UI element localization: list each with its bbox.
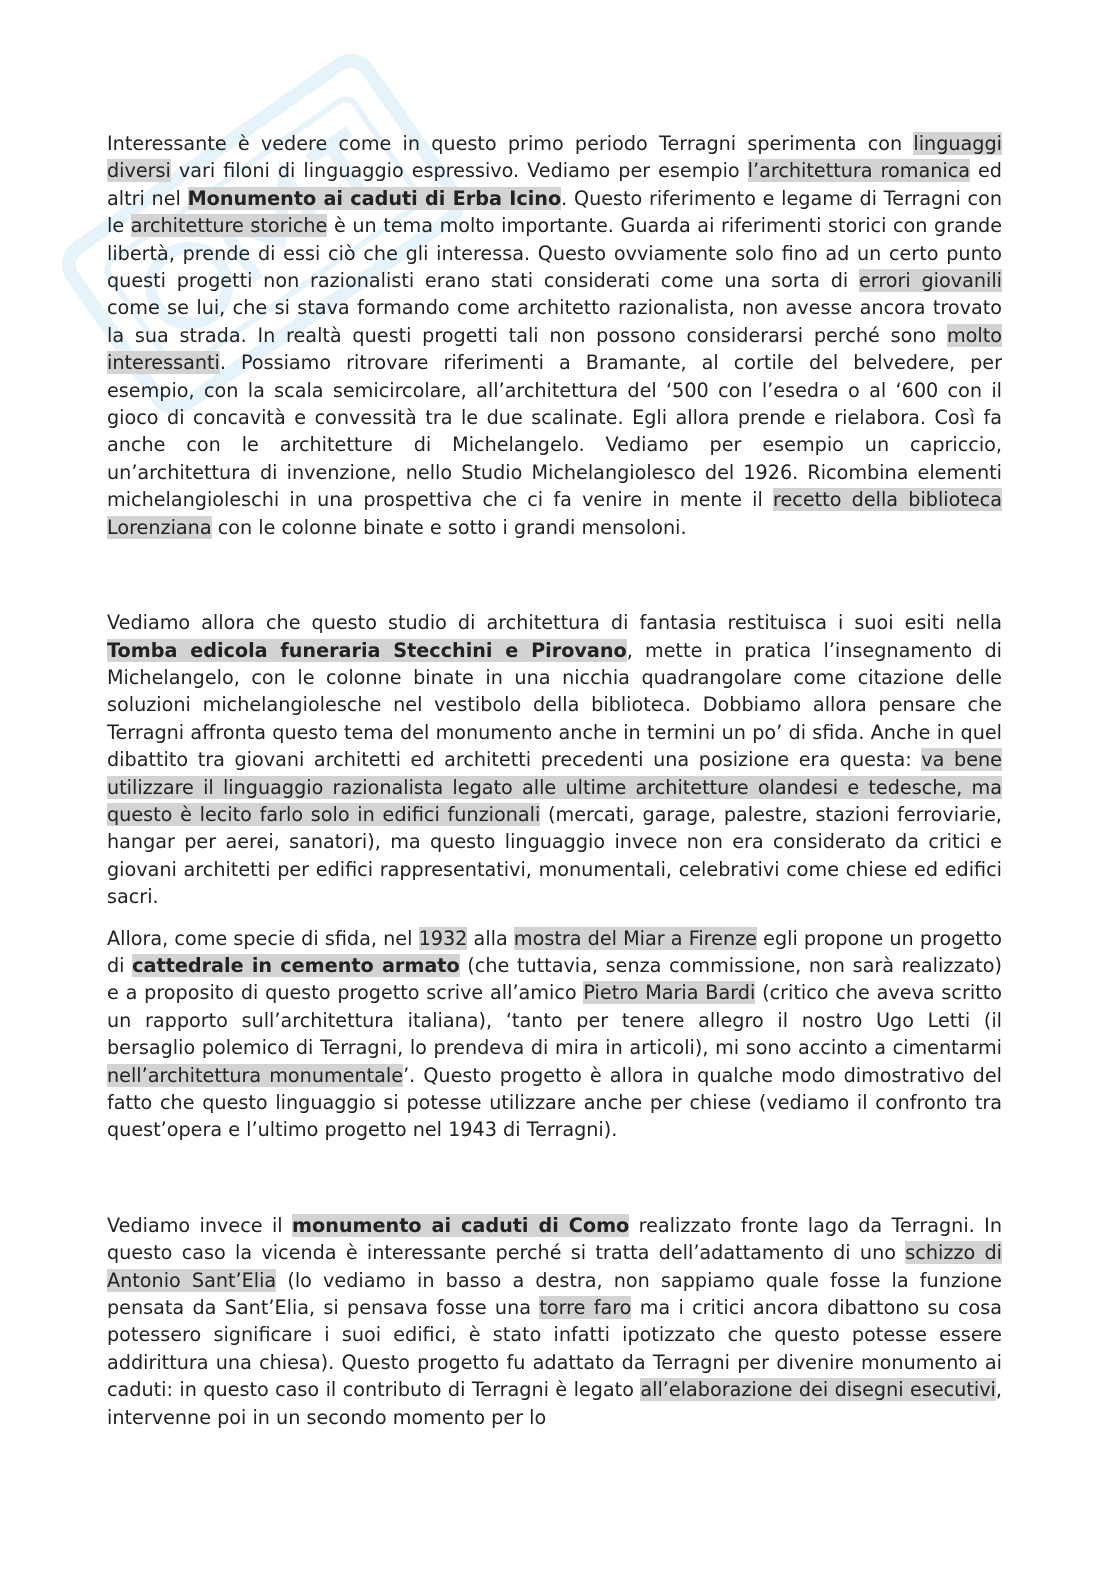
highlight-linguaggi-diversi: linguaggi diversi [107, 132, 1002, 183]
highlight-tomba-edicola: Tomba edicola funeraria Stecchini e Pirovano [107, 638, 627, 662]
paragraph-4: Vediamo invece il monumento ai caduti di Como realizzato fronte lago da Terragni. In questo caso la vicenda è interessante perché si tratta dell’adattamento di uno schizzo di Antonio Sant’Elia (lo vediamo in basso a destra, non sappiamo quale fosse la funzione pensata da Sant’Elia, si pensava fosse una torre faro ma i critici ancora dibattono su cosa potessero significare i suoi edifici, è stato infatti ipotizzato che questo potesse essere addirittura una chiesa). Questo progetto fu adattato da Terragni per divenire monumento ai caduti: in questo caso il contributo di Terragni è legato all’elaborazione dei disegni esecutivi, intervenne poi in un secondo momento per lo [107, 1213, 1003, 1429]
highlight-disegni-esecutivi: all’elaborazione dei disegni esecutivi [640, 1378, 996, 1402]
highlight-molto-interessanti: molto interessanti [107, 323, 1002, 375]
highlight-linguaggio-razionalista: va bene utilizzare il linguaggio razionalista legato alle ultime architetture olandesi e tedesche, ma questo è lecito farlo solo in edifici funzionali [107, 748, 1002, 826]
highlight-architetture-storiche: architetture storiche [130, 214, 328, 238]
highlight-monumento-como: monumento ai caduti di Como [292, 1213, 630, 1237]
highlight-architettura-monumentale: nell’architettura monumentale [107, 1063, 404, 1087]
highlight-1932: 1932 [418, 926, 468, 950]
highlight-recetto-biblioteca: recetto della biblioteca Lorenziana [107, 488, 1002, 539]
highlight-monumento-erba-icino: Monumento ai caduti di Erba Icino [187, 186, 562, 210]
highlight-torre-faro: torre faro [539, 1296, 632, 1320]
document-page [107, 130, 1002, 1431]
highlight-architettura-romanica: l’architettura romanica [747, 159, 970, 183]
paragraph-1: Interessante è vedere come in questo primo periodo Terragni sperimenta con linguaggi diversi vari filoni di linguaggio espressivo. Vediamo per esempio l’architettura romanica ed altri nel Monumento ai caduti di Erba Icino. Questo riferimento e legame di Terragni con le architetture storiche è un tema molto importante. Guarda ai riferimenti storici con grande libertà, prende di essi ciò che gli interessa. Questo ovviamente solo fino ad un certo punto questi progetti non razionalisti erano stati considerati come una sorta di errori giovanili come se lui, che si stava formando come architetto razionalista, non avesse ancora trovato la sua strada. In realtà questi progetti tali non possono considerarsi perché sono molto interessanti. Possiamo ritrovare riferimenti a Bramante, al cortile del belvedere, per esempio, con la scala semicircolare, all’architettura del ‘500 con l’esedra o al ‘600 con il gioco di concavità e convessità tra le due scalinate. Egli allora prende e rielabora. Così fa anche con le architetture di Michelangelo. Vediamo per esempio un capriccio, un’architettura di invenzione, nello Studio Michelangiolesco del 1926. Ricombina elementi michelangioleschi in una prospettiva che ci fa venire in mente il recetto della biblioteca Lorenziana con le colonne binate e sotto i grandi mensoloni. [107, 132, 1003, 539]
highlight-errori-giovanili: errori giovanili [858, 269, 1003, 293]
paragraph-3: Allora, come specie di sfida, nel 1932 alla mostra del Miar a Firenze egli propone un progetto di cattedrale in cemento armato (che tuttavia, senza commissione, non sarà realizzato) e a proposito di questo progetto scrive all’amico Pietro Maria Bardi (critico che aveva scritto un rapporto sull’architettura italiana), ‘tanto per tenere allegro il nostro Ugo Letti (il bersaglio polemico di Terragni, lo prendeva di mira in articoli), mi sono accinto a cimentarmi nell’architettura monumentale’. Questo progetto è allora in qualche modo dimostrativo del fatto che questo linguaggio si potesse utilizzare anche per chiese (vediamo il confronto tra quest’opera e l’ultimo progetto nel 1943 di Terragni). [107, 926, 1002, 1142]
highlight-cattedrale-cemento: cattedrale in cemento armato [132, 953, 460, 977]
highlight-pietro-maria-bardi: Pietro Maria Bardi [583, 981, 756, 1005]
highlight-schizzo-santelia: schizzo di Antonio Sant’Elia [107, 1241, 1002, 1292]
highlight-mostra-miar: mostra del Miar a Firenze [513, 926, 757, 950]
paragraph-2: Vediamo allora che questo studio di architettura di fantasia restituisca i suoi esiti nella Tomba edicola funeraria Stecchini e Pirovano, mette in pratica l’insegnamento di Michelangelo, con le colonne binate in una nicchia quadrangolare come citazione delle soluzioni michelangiolesche nel vestibolo della biblioteca. Dobbiamo allora pensare che Terragni affronta questo tema del monumento anche in termini un po’ di sfida. Anche in quel dibattito tra giovani architetti ed architetti precedenti una posizione era questa: va bene utilizzare il linguaggio razionalista legato alle ultime architetture olandesi e tedesche, ma questo è lecito farlo solo in edifici funzionali (mercati, garage, palestre, stazioni ferroviarie, hangar per aerei, sanatori), ma questo linguaggio invece non era considerato da critici e giovani architetti per edifici rappresentativi, monumentali, celebrativi come chiese ed edifici sacri. [107, 611, 1002, 909]
